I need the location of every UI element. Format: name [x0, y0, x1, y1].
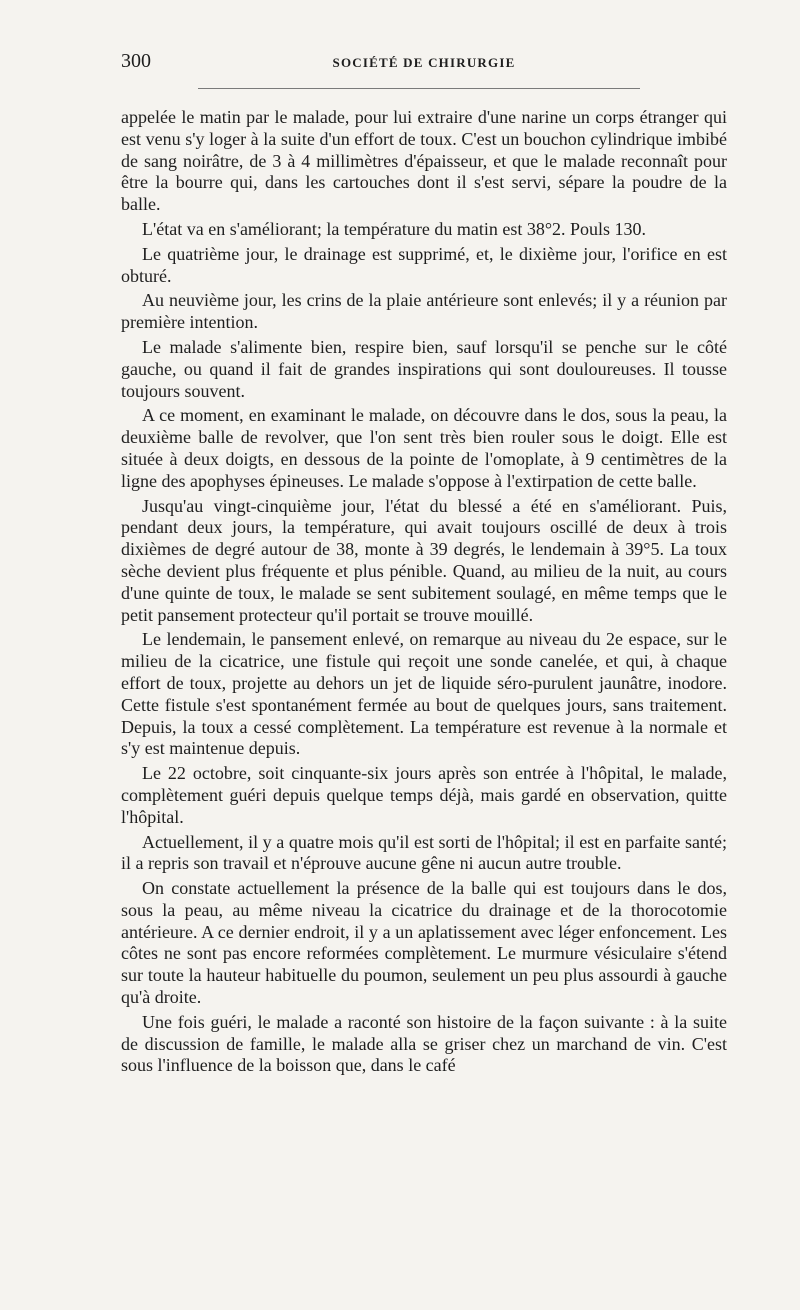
paragraph: Le lendemain, le pansement enlevé, on remarque au niveau du 2e espace, sur le milieu de la cicatrice, une fistule qui reçoit une sonde canelée, et qui, à chaque effort de toux, projette au dehors un jet de liquide séro-purulent jaunâtre, inodore. Cette fistule s'est spontanément fermée au bout de quelques jours, sans traitement. Depuis, la toux a cessé complètement. La température est revenue à la normale et s'y est maintenue depuis.	[121, 629, 727, 759]
page-header	[121, 50, 727, 76]
paragraph: Une fois guéri, le malade a raconté son histoire de la façon suivante : à la suite de discussion de famille, le malade alla se griser chez un marchand de vin. C'est sous l'influence de la boisson que, dans le café	[121, 1011, 727, 1076]
paragraph: Actuellement, il y a quatre mois qu'il est sorti de l'hôpital; il est en parfaite santé; il a repris son travail et n'éprouve aucune gêne ni aucun autre trouble.	[121, 831, 727, 874]
paragraph: appelée le matin par le malade, pour lui extraire d'une narine un corps étranger qui est venu s'y loger à la suite d'un effort de toux. C'est un bouchon cylindrique imbibé de sang noirâtre, de 3 à 4 millimètres d'épaisseur, et que le malade reconnaît pour être la bourre qui, dans les cartouches dont il s'est servi, sépare la poudre de la balle.	[121, 107, 727, 215]
page-number: 300	[121, 50, 151, 72]
paragraph: Au neuvième jour, les crins de la plaie antérieure sont enlevés; il y a réunion par première intention.	[121, 290, 727, 333]
header-rule	[198, 88, 640, 89]
paragraph: Le malade s'alimente bien, respire bien, sauf lorsqu'il se penche sur le côté gauche, ou quand il fait de grandes inspirations qui sont douloureuses. Il tousse toujours souvent.	[121, 336, 727, 401]
paragraph: L'état va en s'améliorant; la température du matin est 38°2. Pouls 130.	[142, 218, 647, 239]
paragraph: On constate actuellement la présence de la balle qui est toujours dans le dos, sous la peau, au même niveau la cicatrice du drainage et de la thorocotomie antérieure. A ce dernier endroit, il y a un aplatissement avec léger enfoncement. Les côtes ne sont pas encore reformées complètement. Le murmure vésiculaire s'étend sur toute la hauteur habituelle du poumon, seulement un peu plus assourdi à gauche qu'à droite.	[121, 878, 727, 1008]
body-text	[121, 107, 727, 1080]
paragraph: Le quatrième jour, le drainage est supprimé, et, le dixième jour, l'orifice en est obturé.	[121, 243, 727, 286]
running-title: SOCIÉTÉ DE CHIRURGIE	[332, 55, 516, 70]
paragraph: Jusqu'au vingt-cinquième jour, l'état du blessé a été en s'améliorant. Puis, pendant deux jours, la température, qui avait toujours oscillé de deux à trois dixièmes de degré autour de 38, monte à 39 degrés, le lendemain à 39°5. La toux sèche devient plus fréquente et plus pénible. Quand, au milieu de la nuit, au cours d'une quinte de toux, le malade se sent subitement soulagé, en même temps que le petit pansement protecteur qu'il portait se trouve mouillé.	[121, 495, 727, 625]
paragraph: A ce moment, en examinant le malade, on découvre dans le dos, sous la peau, la deuxième balle de revolver, que l'on sent très bien rouler sous le doigt. Elle est située à deux doigts, en dessous de la pointe de l'omoplate, à 9 centimètres de la ligne des apophyses épineuses. Le malade s'oppose à l'extirpation de cette balle.	[121, 405, 727, 491]
paragraph: Le 22 octobre, soit cinquante-six jours après son entrée à l'hôpital, le malade, complètement guéri depuis quelque temps déjà, mais gardé en observation, quitte l'hôpital.	[121, 763, 727, 827]
